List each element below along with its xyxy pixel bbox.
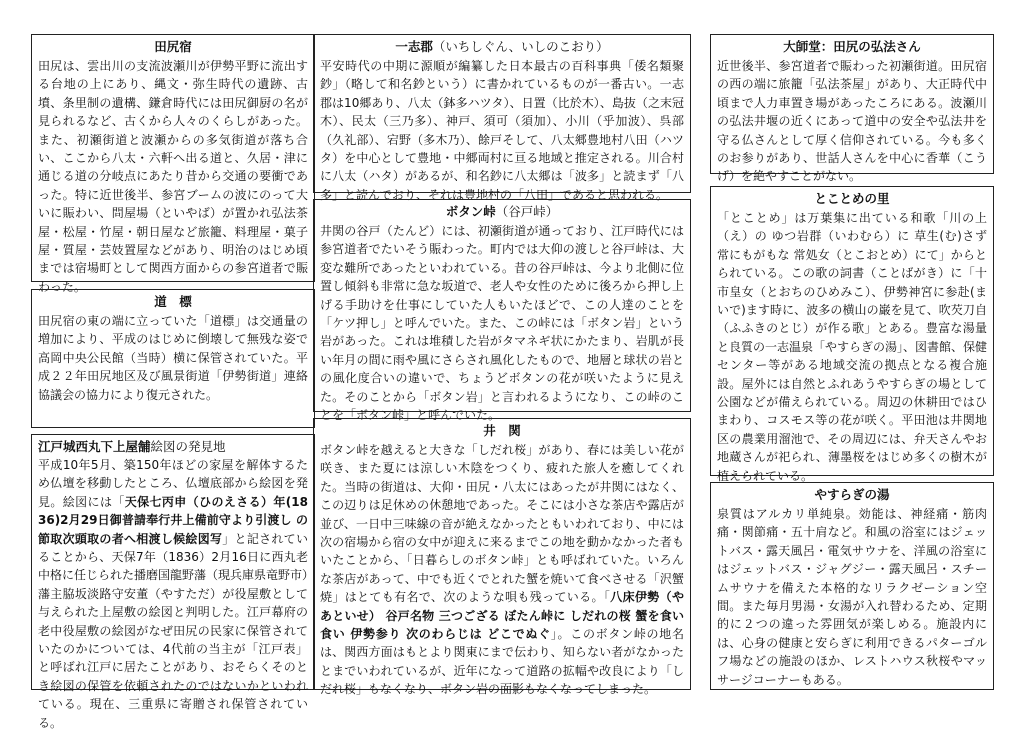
section-title: 田尻宿 <box>154 39 192 54</box>
section-body: 田尻宿の東の端に立っていた「道標」は交通量の増加により、平成のはじめに倒壊して無残な姿で高岡中央公民館（当時）横に保管されていた。平成２２年田尻地区及び風景街道「伊勢街道」連絡協議会の協力により復元された。 <box>38 314 308 402</box>
section-botan-pass <box>313 199 691 423</box>
section-body: 近世後半、参宮道者で賑わった初瀬街道。田尻宿の西の端に旅籠「弘法茶屋」があり、大正時代中頃まで人力車置き場があったころにある。波瀬川の弘法井堰の近くにあって道中の安全や弘法井を守る仏さんとして厚く信仰されている。今も多くのお参りがあり、世話人さんを中心に香華（こうげ）を絶やすことがない。 <box>717 59 987 184</box>
section-tokotome <box>710 186 994 483</box>
section-yasuragi <box>710 482 994 690</box>
section-title <box>320 203 684 221</box>
section-iseki <box>313 418 691 697</box>
section-body: 田尻は、雲出川の支流波瀬川が伊勢平野に流出する台地の上にあり、縄文・弥生時代の遺跡、古墳、条里制の遺構、鎌倉時代には田尻御厨の名が見られるなど、古くから人々のくらしがあった。また、初瀬街道と波瀬からの多気街道が落ち合い、ここから八太・六軒へ出る道と、久居・津に通じる道の分岐点にあたり昔から交通の要衝であった。特に近世後半、参宮ブームの波にのって大いに賑わい、問屋場（といやば）が置かれ弘法茶屋・松屋・竹屋・朝日屋など旅籠、料理屋・菓子屋・質屋・芸妓置屋などがあり、明治のはじめ頃までは宿場町として関西方面からの参宮道者で賑わった。 <box>38 59 308 294</box>
section-body <box>320 441 684 699</box>
section-body: 井関の谷戸（たんど）には、初瀬街道が通っており、江戸時代には参宮道者でたいそう賑わった。町内では大仰の渡しと谷戸峠は、大変な難所であったといわれている。昔の谷戸峠は、今より北側に位置し傾斜も非常に急な坂道で、老人や女性のために後ろから押し上げる手助けを仕事にしていた人もいたほどで、この人達のことを「ケツ押し」と呼んでいた。また、この峠には「ボタン岩」という岩があった。これは堆積した岩がタマネギ状にかたまり、岩肌が長い年月の間に雨や風にさらされ風化したもので、地層と球状の岩との風化度合いの違いで、ちょうどボタンの花が咲いたように見えた。そのことから「ボタン岩」と言われるようになり、この峠のことを「ボタン峠」と呼んでいた。 <box>320 224 684 423</box>
section-title: 大師堂：田尻の弘法さん <box>783 39 921 54</box>
section-title <box>320 38 684 56</box>
body-bold-quote: 天保七丙申（ひのえさる）年(1836)2月29日御普請奉行井上備前守より引渡し の節取次頭取の者へ相渡し候絵図写 <box>38 494 308 546</box>
body-text-1: ボタン峠を越えると大きな「しだれ桜」があり、春には美しい花が咲き、また夏には涼しい木陰をつくり、疲れた旅人を癒してくれた。当時の街道は、大仰・田尻・八太にはあったが井関にはなく、この辺りは足休めの休憩地であった。そこには小さな茶店や露店が並び、一日中三味線の音が絶えなかったともいわれており、中には次の宿場から宿の女中が迎えに来るまでこの地を動かなかった者もいたことから、「日暮らしのボタン峠」とも呼ばれていた。いろんな茶店があって、中でも近くでとれた蟹を焼いて食べさせる「沢蟹焼」はとても有名で、次のような唄も残っている。「 <box>320 443 684 605</box>
section-title-sub: 絵図の発見地 <box>150 439 226 454</box>
section-title-sub: （谷戸峠） <box>495 204 559 219</box>
section-title: 道 標 <box>154 294 192 309</box>
body-text-2: 」と記されていることから、天保7年（1836）2月16日に西丸老中格に任じられた播磨国龍野藩（現兵庫県竜野市）藩主脇坂淡路守安董（やすただ）が役屋敷として与えられた上屋敷の絵図と判明した。江戸幕府の老中役屋敷の絵図がなぜ田尻の民家に保管されていたのかについては、4代前の当主が「江戸表」と呼ばれ江戸に居たことがあり、おそらくそのとき絵図の保管を依頼されたのではないかといわれている。現在、三重県に寄贈され保管されている。 <box>38 531 309 730</box>
section-title: 井 関 <box>483 423 521 438</box>
section-body: 泉質はアルカリ単純泉。効能は、神経痛・筋肉痛・関節痛・五十肩など。和風の浴室にはジェットバス・露天風呂・電気サウナを、洋風の浴室にはジェットバス・ジャグジー・露天風呂・スチームサウナを備えた本格的なリラクゼーション空間。また毎月男湯・女湯が入れ替わるため、定期的に２つの違った雰囲気が楽しめる。施設内には、心身の健康と安らぎに利用できるパターゴルフ場などの施設のほか、レストハウス秋桜やマッサージコーナーもある。 <box>717 507 987 687</box>
section-edo-map <box>31 434 315 730</box>
section-body: 平安時代の中期に源順が編纂した日本最古の百科事典「倭名類聚鈔」（略して和名鈔という）に書かれているものが一番古い。一志郡は10郷あり、八太（鉢多ハツタ）、日置（比於木）、島抜（之末冠木）、民太（三乃多）、神戸、須可（須加）、小川（乎加波）、呉部（久礼部）、宕野（多木乃）、餘戸そして、八太郷豊地村八田（ハツタ）を中心として豊地・中郷両村に亘る地域と推定される。川合村に八太（ハタ）があるが、和名鈔に八太郷は「波多」と読まず「八多」と読んでおり、それは豊地村の「八田」であると思われる。 <box>320 59 684 202</box>
section-daishido <box>710 34 994 184</box>
section-body <box>38 456 308 732</box>
section-title <box>38 438 308 456</box>
body-bold-song: 八床伊勢（やあといせ） 谷戸名物 三つござる ぼたん峠に しだれの桜 蟹を食い食い 伊勢参り 次のわらじは どこでぬぐ <box>320 590 684 642</box>
section-title-bold: ボタン峠 <box>445 204 496 219</box>
section-michishirube <box>31 289 315 428</box>
section-title-bold: 江戸城西丸下上屋舗 <box>38 439 151 454</box>
section-title: とことめの里 <box>814 191 890 206</box>
body-text-2: 」。このボタン峠の地名は、関西方面はもとより関東にまで伝わり、知らない者がなかったとまでいわれているが、近年になって道路の拡幅や改良により「しだれ桜」もなくなり、ボタン岩の面影もなくなってしまった。 <box>320 627 684 697</box>
section-tajiri <box>31 34 315 294</box>
section-ichishi <box>313 34 691 202</box>
section-body: 「とことめ」は万葉集に出ている和歌「川の上（え）の ゆつ岩群（いわむら）に 草生(む)さず 常にもがもな 常処女（とこおとめ）にて」からとられている。この歌の詞書（ことばがき）に「十市皇女（とおちのひめみこ）、伊勢神宮に参赴(まいで)ます時に、波多の横山の巌を見て、吹芡刀自（ふふきのとじ）が作る歌」とある。豊富な湯量と良質の一志温泉「やすらぎの湯」、図書館、保健センター等がある地域交流の拠点となる複合施設。屋外には自然とふれあうやすらぎの場として公園などが備えられている。周辺の休耕田ではひまわり、コスモス等の花が咲く。平田池は井関地区の農業用溜池で、その周辺には、弁天さんやお地蔵さんが祀られ、薄墨桜をはじめ多くの樹木が植えられている。 <box>717 211 988 483</box>
section-title-bold: 一志郡 <box>395 39 433 54</box>
section-title-sub: （いちしぐん、いしのこおり） <box>432 39 609 54</box>
body-text-1: 平成10年5月、築150年ほどの家屋を解体するため仏壇を移動したところ、仏壇底部から絵図を発見。絵図には「 <box>38 458 308 509</box>
section-title: やすらぎの湯 <box>814 487 890 502</box>
